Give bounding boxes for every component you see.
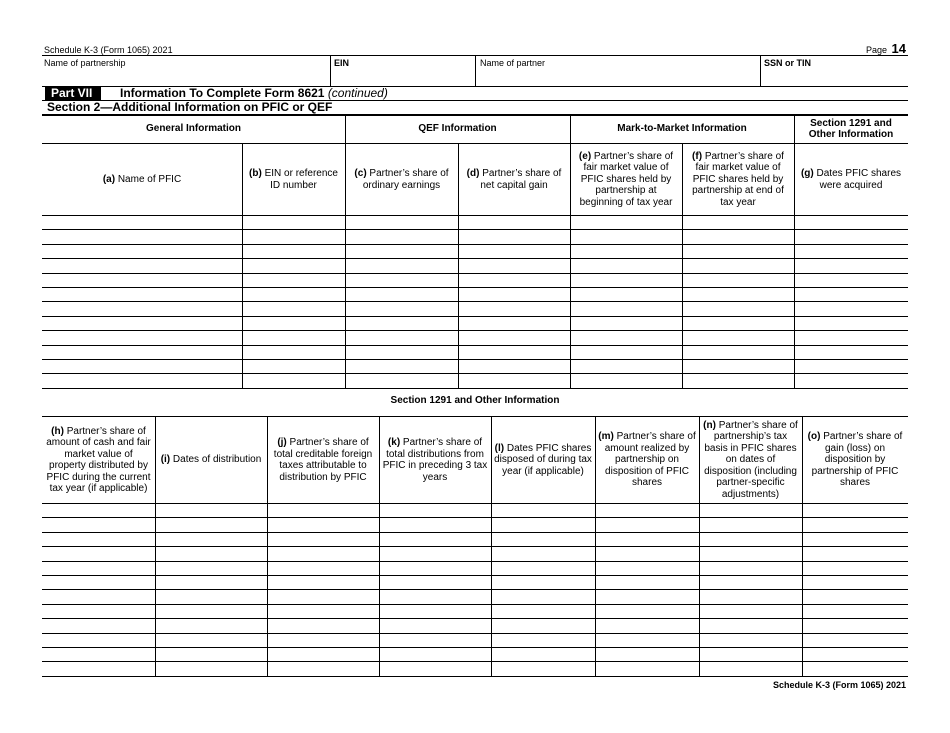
- table-cell-input[interactable]: [682, 215, 794, 229]
- table-cell-input[interactable]: [267, 517, 379, 531]
- column-letter: (m): [598, 431, 614, 443]
- table-cell-input[interactable]: [42, 575, 155, 589]
- column-letter: (o): [807, 431, 821, 443]
- table-cell-input[interactable]: [155, 517, 267, 531]
- divider: [330, 55, 331, 86]
- table-cell-input[interactable]: [242, 316, 345, 330]
- table-cell-input[interactable]: [802, 589, 908, 603]
- table-cell-input[interactable]: [267, 561, 379, 575]
- table-cell-input[interactable]: [379, 661, 491, 675]
- table-cell-input[interactable]: [345, 330, 458, 344]
- table-cell-input[interactable]: [794, 359, 908, 373]
- table-cell-input[interactable]: [42, 517, 155, 531]
- column-text: Partner’s share of fair market value of PFIC shares held by partnership at beginning of tax year: [579, 150, 674, 208]
- part-title-text: Information To Complete Form 8621: [120, 86, 325, 100]
- table-cell-input[interactable]: [595, 589, 699, 603]
- column-letter: (n): [703, 419, 716, 431]
- table-row: [42, 604, 908, 618]
- table-cell-input[interactable]: [682, 229, 794, 243]
- column-letter: (a): [102, 173, 116, 185]
- table-cell-input[interactable]: [267, 546, 379, 560]
- table-cell-input[interactable]: [155, 503, 267, 517]
- table-cell-input[interactable]: [458, 244, 570, 258]
- table-row: [42, 661, 908, 675]
- table-cell-input[interactable]: [491, 517, 595, 531]
- table-cell-input[interactable]: [345, 359, 458, 373]
- column-header-i: [155, 417, 267, 503]
- table-cell-input[interactable]: [155, 661, 267, 675]
- table-cell-input[interactable]: [595, 661, 699, 675]
- table-cell-input[interactable]: [802, 532, 908, 546]
- table-cell-input[interactable]: [42, 503, 155, 517]
- table-cell-input[interactable]: [595, 561, 699, 575]
- table-cell-input[interactable]: [595, 604, 699, 618]
- table-cell-input[interactable]: [345, 244, 458, 258]
- table-cell-input[interactable]: [595, 618, 699, 632]
- table-row: [42, 345, 908, 359]
- column-letter: (g): [800, 168, 814, 179]
- table-cell-input[interactable]: [42, 561, 155, 575]
- table-cell-input[interactable]: [595, 647, 699, 661]
- table-cell-input[interactable]: [491, 546, 595, 560]
- table-cell-input[interactable]: [242, 330, 345, 344]
- table-cell-input[interactable]: [267, 647, 379, 661]
- table-cell-input[interactable]: [345, 301, 458, 315]
- group-general-information: General Information: [145, 123, 241, 135]
- page-number-area: [866, 41, 906, 56]
- column-letter: (j): [277, 437, 287, 448]
- column-text: Partner’s share of amount realized by partnership on disposition of PFIC shares: [604, 431, 696, 489]
- column-text: Partner’s share of partnership’s tax basis in PFIC shares on dates of disposition (including partner-specific adjustments): [704, 419, 798, 500]
- table-cell-input[interactable]: [42, 273, 242, 287]
- column-header-g: [794, 144, 908, 215]
- table-cell-input[interactable]: [379, 647, 491, 661]
- name-of-partner-label: Name of partner: [480, 58, 546, 68]
- table-cell-input[interactable]: [242, 359, 345, 373]
- table-cell-input[interactable]: [682, 244, 794, 258]
- table-row: [42, 359, 908, 373]
- table-row: [42, 258, 908, 272]
- table-cell-input[interactable]: [345, 215, 458, 229]
- table-cell-input[interactable]: [42, 633, 155, 647]
- table-row: [42, 273, 908, 287]
- table-cell-input[interactable]: [570, 316, 682, 330]
- table-cell-input[interactable]: [458, 359, 570, 373]
- column-letter: (c): [354, 168, 367, 179]
- column-letter: (e): [578, 150, 592, 162]
- table-cell-input[interactable]: [491, 575, 595, 589]
- table-cell-input[interactable]: [458, 273, 570, 287]
- table-cell-input[interactable]: [699, 647, 802, 661]
- table-cell-input[interactable]: [458, 316, 570, 330]
- table-row: [42, 330, 908, 344]
- table-cell-input[interactable]: [155, 575, 267, 589]
- column-letter: (f): [692, 150, 703, 162]
- table-cell-input[interactable]: [42, 589, 155, 603]
- table-cell-input[interactable]: [267, 589, 379, 603]
- table-row: [42, 287, 908, 301]
- column-text: Partner’s share of ordinary earnings: [362, 168, 449, 191]
- name-of-partnership-label: Name of partnership: [44, 58, 126, 68]
- table-cell-input[interactable]: [458, 258, 570, 272]
- column-text: Name of PFIC: [115, 173, 182, 185]
- table-cell-input[interactable]: [242, 373, 345, 387]
- table-cell-input[interactable]: [699, 589, 802, 603]
- column-text: Partner’s share of gain (loss) on disposition by partnership of PFIC shares: [811, 431, 903, 489]
- table-cell-input[interactable]: [491, 561, 595, 575]
- column-text: Partner’s share of net capital gain: [479, 168, 562, 191]
- column-text: Dates PFIC shares disposed of during tax year (if applicable): [494, 442, 592, 477]
- table-cell-input[interactable]: [794, 330, 908, 344]
- table-cell-input[interactable]: [242, 287, 345, 301]
- column-text: Partner’s share of total creditable foreign taxes attributable to distribution by PFIC: [273, 437, 373, 483]
- table-cell-input[interactable]: [458, 345, 570, 359]
- table-cell-input[interactable]: [794, 215, 908, 229]
- table-cell-input[interactable]: [682, 287, 794, 301]
- table-cell-input[interactable]: [595, 503, 699, 517]
- footer-form-id: Schedule K-3 (Form 1065) 2021: [772, 680, 906, 690]
- table-cell-input[interactable]: [379, 575, 491, 589]
- table-cell-input[interactable]: [570, 287, 682, 301]
- table-cell-input[interactable]: [794, 273, 908, 287]
- table-row: [42, 589, 908, 603]
- table-cell-input[interactable]: [345, 229, 458, 243]
- group-qef-information: QEF Information: [418, 123, 497, 135]
- column-text: Partner’s share of amount of cash and fair market value of property distributed by PFIC during the current tax year (if applicable): [46, 425, 151, 494]
- table-cell-input[interactable]: [42, 287, 242, 301]
- table-cell-input[interactable]: [42, 618, 155, 632]
- table-cell-input[interactable]: [802, 517, 908, 531]
- table-cell-input[interactable]: [491, 647, 595, 661]
- column-header-j: [267, 417, 379, 503]
- table-cell-input[interactable]: [802, 575, 908, 589]
- table-cell-input[interactable]: [42, 215, 242, 229]
- table-cell-input[interactable]: [242, 273, 345, 287]
- table-cell-input[interactable]: [802, 604, 908, 618]
- part-title-suffix: (continued): [327, 86, 388, 100]
- table-cell-input[interactable]: [794, 244, 908, 258]
- table-cell-input[interactable]: [379, 517, 491, 531]
- table-cell-input[interactable]: [682, 258, 794, 272]
- column-header-l: [491, 417, 595, 503]
- table-cell-input[interactable]: [155, 633, 267, 647]
- table-cell-input[interactable]: [242, 258, 345, 272]
- table-cell-input[interactable]: [682, 301, 794, 315]
- table-cell-input[interactable]: [379, 532, 491, 546]
- column-text: Dates PFIC shares were acquired: [813, 168, 902, 191]
- table-cell-input[interactable]: [345, 373, 458, 387]
- column-header-k: [379, 417, 491, 503]
- table-cell-input[interactable]: [570, 301, 682, 315]
- table-cell-input[interactable]: [570, 330, 682, 344]
- table-cell-input[interactable]: [794, 229, 908, 243]
- column-letter: (h): [51, 425, 64, 437]
- table-cell-input[interactable]: [570, 215, 682, 229]
- table-cell-input[interactable]: [155, 546, 267, 560]
- table-cell-input[interactable]: [699, 517, 802, 531]
- table-cell-input[interactable]: [682, 345, 794, 359]
- table-cell-input[interactable]: [794, 373, 908, 387]
- table-cell-input[interactable]: [570, 345, 682, 359]
- table-cell-input[interactable]: [570, 273, 682, 287]
- table-cell-input[interactable]: [682, 330, 794, 344]
- column-letter: (k): [387, 437, 401, 448]
- table-cell-input[interactable]: [155, 532, 267, 546]
- section-title: Section 2—Additional Information on PFIC or QEF: [47, 100, 333, 114]
- column-text: Dates of distribution: [170, 454, 262, 466]
- table-row: [42, 215, 908, 229]
- table-cell-input[interactable]: [267, 604, 379, 618]
- table-cell-input[interactable]: [267, 618, 379, 632]
- table-cell-input[interactable]: [242, 345, 345, 359]
- table-row: [42, 546, 908, 560]
- table-row: [42, 301, 908, 315]
- table-row: [42, 517, 908, 531]
- column-header-e: [570, 144, 682, 215]
- row-rule: [42, 388, 908, 389]
- table-cell-input[interactable]: [267, 503, 379, 517]
- table-cell-input[interactable]: [379, 604, 491, 618]
- column-header-h: [42, 417, 155, 503]
- table-cell-input[interactable]: [458, 373, 570, 387]
- table-cell-input[interactable]: [491, 503, 595, 517]
- table-cell-input[interactable]: [242, 244, 345, 258]
- table-row: [42, 633, 908, 647]
- table-cell-input[interactable]: [491, 633, 595, 647]
- table-cell-input[interactable]: [458, 229, 570, 243]
- table-cell-input[interactable]: [491, 604, 595, 618]
- table-row: [42, 532, 908, 546]
- group-mark-to-market-information: Mark-to-Market Information: [617, 123, 747, 135]
- column-header-d: [458, 144, 570, 215]
- table-cell-input[interactable]: [682, 316, 794, 330]
- divider: [475, 55, 476, 86]
- schedule-title: Schedule K-3 (Form 1065) 2021: [44, 45, 173, 55]
- table-cell-input[interactable]: [802, 503, 908, 517]
- table-cell-input[interactable]: [699, 532, 802, 546]
- table-cell-input[interactable]: [699, 575, 802, 589]
- table-cell-input[interactable]: [155, 561, 267, 575]
- table-cell-input[interactable]: [155, 604, 267, 618]
- table-cell-input[interactable]: [802, 561, 908, 575]
- table-cell-input[interactable]: [42, 316, 242, 330]
- table-cell-input[interactable]: [345, 287, 458, 301]
- table-cell-input[interactable]: [794, 316, 908, 330]
- part-badge: Part VII: [45, 86, 101, 100]
- table-cell-input[interactable]: [267, 575, 379, 589]
- table-cell-input[interactable]: [42, 345, 242, 359]
- column-header-m: [595, 417, 699, 503]
- table-cell-input[interactable]: [42, 258, 242, 272]
- table-cell-input[interactable]: [42, 532, 155, 546]
- table-cell-input[interactable]: [458, 287, 570, 301]
- table-cell-input[interactable]: [491, 532, 595, 546]
- column-text: EIN or reference ID number: [261, 168, 338, 191]
- table-cell-input[interactable]: [802, 546, 908, 560]
- table-row: [42, 575, 908, 589]
- table-cell-input[interactable]: [570, 258, 682, 272]
- table-cell-input[interactable]: [570, 244, 682, 258]
- table-cell-input[interactable]: [379, 503, 491, 517]
- column-letter: (b): [249, 168, 262, 179]
- table-cell-input[interactable]: [242, 215, 345, 229]
- table-cell-input[interactable]: [345, 316, 458, 330]
- table-cell-input[interactable]: [42, 330, 242, 344]
- table2-title: Section 1291 and Other Information: [390, 395, 560, 407]
- table-cell-input[interactable]: [699, 546, 802, 560]
- table-cell-input[interactable]: [595, 575, 699, 589]
- table-cell-input[interactable]: [570, 359, 682, 373]
- table-cell-input[interactable]: [155, 647, 267, 661]
- part-title: [120, 86, 388, 100]
- column-header-c: [345, 144, 458, 215]
- table-row: [42, 503, 908, 517]
- column-text: Partner’s share of fair market value of PFIC shares held by partnership at end of tax year: [692, 150, 784, 208]
- column-header-o: [802, 417, 908, 503]
- table-cell-input[interactable]: [802, 633, 908, 647]
- group-section-1291-information: Section 1291 and Other Information: [808, 117, 894, 140]
- column-header-n: [699, 417, 802, 503]
- table-cell-input[interactable]: [379, 546, 491, 560]
- table-cell-input[interactable]: [682, 273, 794, 287]
- table-cell-input[interactable]: [802, 661, 908, 675]
- table-cell-input[interactable]: [42, 244, 242, 258]
- table-cell-input[interactable]: [42, 661, 155, 675]
- table-cell-input[interactable]: [699, 633, 802, 647]
- table-cell-input[interactable]: [242, 229, 345, 243]
- table-cell-input[interactable]: [42, 229, 242, 243]
- table-cell-input[interactable]: [379, 589, 491, 603]
- table-cell-input[interactable]: [379, 618, 491, 632]
- table-row: [42, 316, 908, 330]
- table-row: [42, 244, 908, 258]
- table-cell-input[interactable]: [595, 532, 699, 546]
- ein-label: EIN: [334, 58, 350, 68]
- column-letter: (d): [466, 168, 480, 179]
- table-row: [42, 373, 908, 387]
- column-header-b: [242, 144, 345, 215]
- table-cell-input[interactable]: [242, 301, 345, 315]
- table-cell-input[interactable]: [42, 359, 242, 373]
- table-cell-input[interactable]: [491, 618, 595, 632]
- table-cell-input[interactable]: [699, 503, 802, 517]
- table-cell-input[interactable]: [345, 258, 458, 272]
- table-row: [42, 618, 908, 632]
- table-cell-input[interactable]: [458, 330, 570, 344]
- table-row: [42, 647, 908, 661]
- column-header-a: [42, 144, 242, 215]
- table-cell-input[interactable]: [794, 287, 908, 301]
- table-cell-input[interactable]: [682, 359, 794, 373]
- table-cell-input[interactable]: [267, 532, 379, 546]
- table-cell-input[interactable]: [42, 546, 155, 560]
- table-cell-input[interactable]: [802, 647, 908, 661]
- table-cell-input[interactable]: [802, 618, 908, 632]
- table-cell-input[interactable]: [42, 647, 155, 661]
- table-cell-input[interactable]: [491, 661, 595, 675]
- table-cell-input[interactable]: [794, 345, 908, 359]
- table-cell-input[interactable]: [42, 301, 242, 315]
- table-cell-input[interactable]: [595, 633, 699, 647]
- table-cell-input[interactable]: [491, 589, 595, 603]
- table-cell-input[interactable]: [699, 604, 802, 618]
- table-row: [42, 229, 908, 243]
- table-cell-input[interactable]: [379, 633, 491, 647]
- table-cell-input[interactable]: [379, 561, 491, 575]
- column-letter: (i): [160, 454, 171, 466]
- divider: [760, 55, 761, 86]
- table-cell-input[interactable]: [699, 561, 802, 575]
- table-cell-input[interactable]: [570, 229, 682, 243]
- table-cell-input[interactable]: [595, 517, 699, 531]
- table-cell-input[interactable]: [267, 633, 379, 647]
- table2-bottom-rule: [42, 676, 908, 677]
- column-header-f: [682, 144, 794, 215]
- table-cell-input[interactable]: [345, 345, 458, 359]
- table-cell-input[interactable]: [42, 373, 242, 387]
- table-cell-input[interactable]: [155, 589, 267, 603]
- table-cell-input[interactable]: [699, 661, 802, 675]
- column-letter: (l): [494, 442, 505, 454]
- page-number: 14: [891, 41, 906, 56]
- column-text: Partner’s share of total distributions from PFIC in preceding 3 tax years: [382, 437, 488, 483]
- table-cell-input[interactable]: [458, 215, 570, 229]
- table-cell-input[interactable]: [794, 301, 908, 315]
- table-cell-input[interactable]: [794, 258, 908, 272]
- ssn-or-tin-label: SSN or TIN: [764, 58, 812, 68]
- table-cell-input[interactable]: [458, 301, 570, 315]
- table-cell-input[interactable]: [595, 546, 699, 560]
- table-cell-input[interactable]: [267, 661, 379, 675]
- table-cell-input[interactable]: [345, 273, 458, 287]
- table-cell-input[interactable]: [155, 618, 267, 632]
- table-cell-input[interactable]: [699, 618, 802, 632]
- table-cell-input[interactable]: [570, 373, 682, 387]
- table-cell-input[interactable]: [42, 604, 155, 618]
- table-cell-input[interactable]: [682, 373, 794, 387]
- page-label: Page: [865, 45, 888, 55]
- table-row: [42, 561, 908, 575]
